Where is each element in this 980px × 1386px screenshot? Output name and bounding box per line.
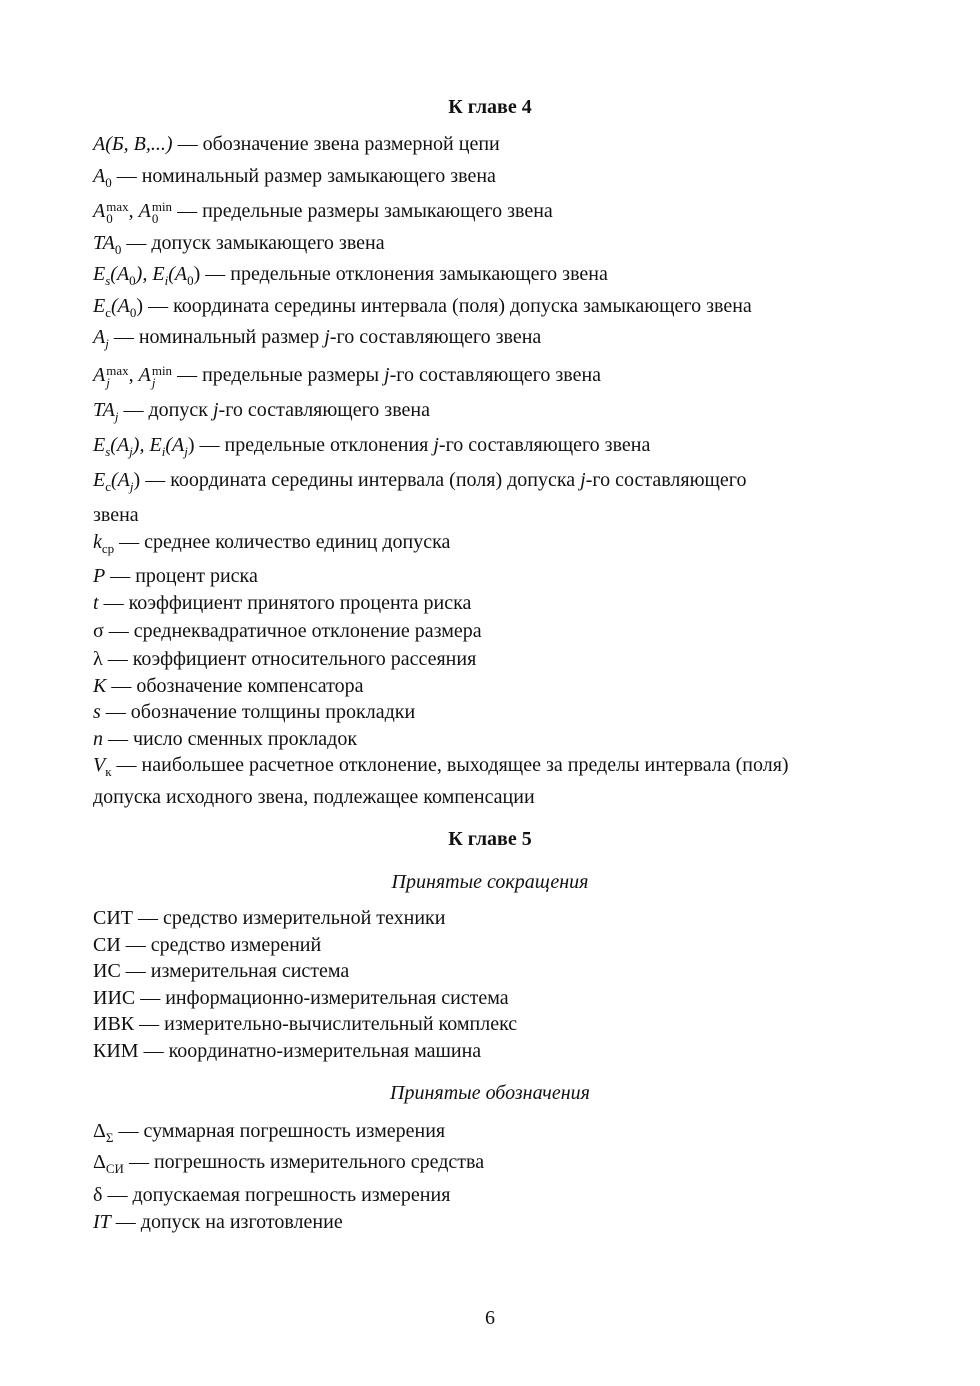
notation-text: — предельные размеры замыкающего звена [177,200,553,222]
notation-text: — координата середины интервала (поля) допуска замыкающего звена [148,295,752,317]
notation-text-part: -го составляющего [585,469,747,491]
notation-symbol: ), E [135,263,165,285]
abbreviation-line: СИТ — средство измерительной техники [93,907,446,929]
notation-subscript: 0 [105,175,112,190]
notation-line [93,755,789,778]
notation-subscript: 0 [129,305,137,320]
notation-symbol: A [93,326,106,348]
notation-line [93,1121,445,1144]
notation-line [93,1212,343,1232]
notation-subscript: c [105,479,111,494]
notation-symbol: λ [93,648,103,670]
notation-text: — допуск замыкающего звена [126,232,385,254]
notation-paren: ) [136,295,144,317]
notation-symbol: P [93,565,106,587]
notation-symbol: A [138,200,151,222]
notation-argument: (A [165,434,185,456]
notation-symbol: E [93,295,106,317]
notation-text: — коэффициент относительного рассеяния [107,648,477,670]
notation-symbol: K [93,675,107,697]
notation-text: — коэффициент принятого процента риска [103,592,472,614]
notation-subscript: ср [101,541,115,556]
notation-line: A max 0 , A min 0 — предельные размеры замыкающего звена [93,199,553,226]
notation-subscript: j [114,409,119,424]
notation-subscript: 0 [187,273,194,288]
notation-text-part: -го составляющего звена [438,434,651,456]
notation-line [93,729,357,749]
notation-subscript: i [161,444,166,459]
notation-paren: ) [133,469,141,491]
notation-subscript: j [105,336,109,351]
notation-line [93,566,258,586]
notation-line [93,264,608,287]
notation-text: — число сменных прокладок [108,728,358,750]
notation-line [93,296,752,319]
notation-superscript: min [151,199,173,214]
notation-line [93,400,430,423]
notation-continuation: допуска исходного звена, подлежащее компенсации [93,786,535,808]
notation-subscript: s [105,444,111,459]
notation-symbol: V [93,754,106,776]
notation-text: — обозначение толщины прокладки [105,701,416,723]
notation-line [93,134,500,154]
notation-text: — суммарная погрешность измерения [118,1120,446,1142]
notation-symbol: k [93,531,102,553]
notation-paren: ) [193,263,201,285]
notation-subscript: j [151,375,156,390]
notation-text-part: -го составляющего звена [218,399,430,421]
notation-line [93,233,385,256]
notation-continuation: звена [93,504,139,526]
notation-subscript: 0 [151,211,159,226]
notation-symbol: TA [93,399,115,421]
notation-index: j [433,434,439,456]
notation-line [93,621,482,641]
notation-line [93,166,496,189]
notation-subscript: СИ [105,1161,124,1176]
notation-text-part: — допуск [123,399,213,421]
notation-argument: (A [111,295,130,317]
notation-text-part: — предельные отклонения [199,434,434,456]
notation-subscript: 0 [114,242,122,257]
notation-symbol: n [93,728,103,750]
notation-symbol: E [93,434,106,456]
notations-title: Принятые обозначения [390,1082,590,1104]
notation-text: — допуск на изготовление [115,1211,343,1233]
notation-subscript: j [106,375,110,390]
chapter4-heading: К главе 4 [448,96,532,118]
notation-text: — среднее количество единиц допуска [119,531,451,553]
notation-text-part: — предельные размеры [177,364,385,386]
notation-symbol: IT [93,1211,111,1233]
notation-symbol: A [138,364,151,386]
notation-line [93,649,476,669]
notation-text: — наибольшее расчетное отклонение, выходящее за пределы интервала (поля) [116,754,789,776]
notation-symbol: E [93,263,106,285]
notation-subscript: s [105,273,111,288]
notation-text [114,326,541,348]
notation-text [200,434,651,456]
notation-text-part: -го составляющего звена [389,364,602,386]
notation-subscript: j [184,444,188,459]
abbreviation-line: КИМ — координатно-измерительная машина [93,1040,482,1062]
notation-symbol: A [93,364,106,386]
notation-text: — допускаемая погрешность измерения [107,1184,451,1206]
notation-symbol: A(Б, В,...) [93,133,173,155]
notation-text: — предельные отклонения замыкающего звена [205,263,608,285]
notation-symbol: A [93,200,106,222]
notation-text-part: — координата середины интервала (поля) допуска [145,469,581,491]
notation-symbol: E [93,469,106,491]
notation-superscript: max [106,199,129,214]
notation-superscript: max [106,363,129,378]
notation-line [93,702,415,722]
notation-paren: ) [187,434,195,456]
notation-symbol: σ [93,620,104,642]
notation-line [93,435,650,458]
notation-line: A max j , A min j — предельные размеры j-го составляющего звена [93,363,602,390]
notation-index: j [324,326,330,348]
notation-symbol: ), E [132,434,162,456]
notation-argument: (A [110,263,130,285]
notation-argument: (A [110,434,130,456]
notation-line [93,532,450,555]
notation-subscript: 0 [129,273,136,288]
notation-symbol: t [93,592,99,614]
notation-subscript: к [105,764,112,779]
chapter5-heading: К главе 5 [448,828,532,850]
notation-symbol: Δ [93,1120,106,1142]
notation-line [93,593,471,613]
abbreviation-line: ИС — измерительная система [93,960,350,982]
notation-symbol: TA [93,232,115,254]
abbreviations-title: Принятые сокращения [391,871,589,893]
abbreviation-line: ИВК — измерительно-вычислительный комплекс [93,1013,518,1035]
abbreviation-line: ИИС — информационно-измерительная система [93,987,509,1009]
notation-subscript: j [129,444,133,459]
notation-index: j [580,469,586,491]
notation-symbol: s [93,701,101,723]
notation-text: — номинальный размер замыкающего звена [116,165,496,187]
notation-subscript: j [129,479,134,494]
notation-subscript: Σ [105,1130,114,1145]
notation-superscript: min [151,363,173,378]
notation-line [93,327,541,350]
abbreviation-line: СИ — средство измерений [93,934,322,956]
notation-index: j [212,399,219,421]
notation-text [123,399,430,421]
notation-argument: (A [111,469,130,491]
notation-text [177,364,601,386]
notation-symbol: Δ [93,1151,106,1173]
notation-text: — среднеквадратичное отклонение размера [108,620,482,642]
notation-text: — обозначение компенсатора [111,675,364,697]
notation-line [93,676,364,696]
notation-subscript: 0 [106,211,113,226]
notation-line [93,470,747,493]
notation-line [93,1152,484,1175]
notation-text: — обозначение звена размерной цепи [177,133,500,155]
notation-text-part: — номинальный размер [113,326,325,348]
notation-text: — погрешность измерительного средства [128,1151,485,1173]
notation-subscript: c [105,305,111,320]
notation-text-part: -го составляющего звена [329,326,542,348]
notation-subscript: i [164,273,169,288]
notation-line [93,1185,450,1205]
notation-argument: (A [168,263,188,285]
page-number: 6 [485,1307,495,1329]
notation-symbol: δ [93,1184,103,1206]
notation-index: j [384,364,390,386]
notation-text [145,469,746,491]
notation-text: — процент риска [110,565,258,587]
notation-symbol: A [93,165,106,187]
